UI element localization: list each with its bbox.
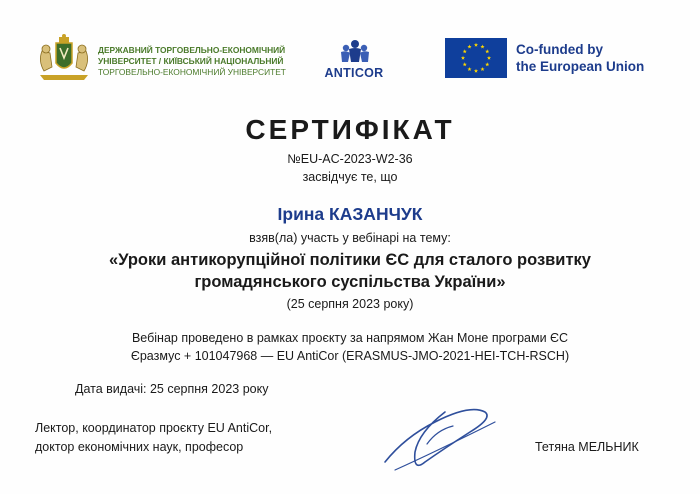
- lector-title-line1: Лектор, координатор проєкту EU AntiCor,: [35, 421, 273, 435]
- signature-icon: [375, 382, 505, 482]
- project-info-line1: Вебінар проведено в рамках проєкту за напрямом Жан Моне програми ЄС: [131, 331, 569, 345]
- signer-name: Тетяна МЕЛЬНИК: [535, 440, 639, 454]
- webinar-topic-line2: громадянського суспільства України»: [194, 273, 506, 291]
- eu-flag-icon: [445, 38, 507, 78]
- eu-text-line1: Co-funded by: [516, 42, 603, 57]
- recipient-name: Ірина КАЗАНЧУК: [277, 204, 423, 224]
- participation-text: взяв(ла) участь у вебінарі на тему:: [249, 231, 451, 245]
- webinar-topic-line1: «Уроки антикорупційної політики ЄС для сталого розвитку: [109, 251, 591, 269]
- university-name-line1: ДЕРЖАВНИЙ ТОРГОВЕЛЬНО-ЕКОНОМІЧНИЙ: [98, 45, 286, 55]
- university-crest-icon: [34, 33, 94, 83]
- eu-cofunded-text: [516, 41, 644, 75]
- university-name-line3: ТОРГОВЕЛЬНО-ЕКОНОМІЧНИЙ УНІВЕРСИТЕТ: [98, 67, 286, 77]
- project-info-line2: Єразмус + 101047968 — EU AntiCor (ERASMUS-JMO-2021-HEI-TCH-RSCH): [130, 349, 570, 363]
- lector-title-line2: доктор економічних наук, професор: [35, 440, 244, 454]
- certifies-text: засвідчує те, що: [302, 170, 398, 184]
- university-name: [98, 45, 298, 78]
- anticor-label: ANTICOR: [324, 66, 384, 80]
- webinar-date: (25 серпня 2023 року): [286, 297, 414, 311]
- certificate-number: №EU-AC-2023-W2-36: [287, 152, 413, 166]
- eu-text-line2: the European Union: [516, 59, 645, 74]
- issue-date: Дата видачі: 25 серпня 2023 року: [75, 382, 269, 396]
- certificate-title: СЕРТИФІКАТ: [245, 114, 455, 145]
- university-name-line2: УНІВЕРСИТЕТ / КИЇВСЬКИЙ НАЦІОНАЛЬНИЙ: [98, 56, 284, 66]
